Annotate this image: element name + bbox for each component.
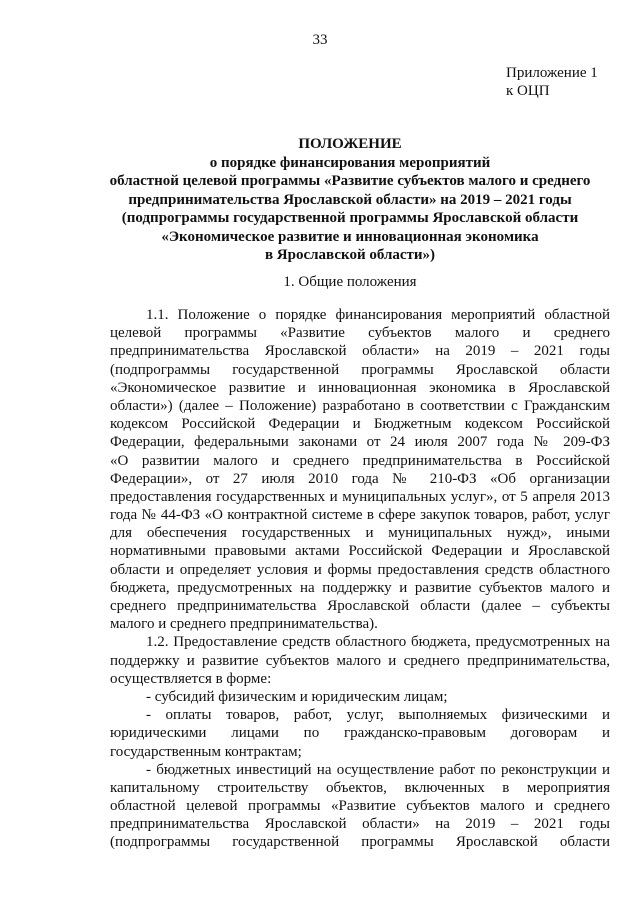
paragraph-1-2-line: осуществляется в форме: — [110, 670, 272, 687]
list-item-line: юридическими лицами по гражданско-правовым договорам и — [110, 725, 610, 742]
paragraph-1-1-line: года № 44-ФЗ «О контрактной системе в сфере закупок товаров, работ, услуг — [110, 507, 610, 524]
paragraph-1-1-line: бюджета, предусмотренных на поддержку и развитие субъектов малого и — [110, 579, 610, 596]
appendix-note — [506, 64, 598, 100]
section-heading: 1. Общие положения — [283, 274, 417, 290]
paragraph-1-1-line: предпринимательства Ярославской области» на 2019 – 2021 годы — [110, 343, 610, 360]
appendix-line-1: Приложение 1 — [506, 65, 598, 81]
appendix-line-2: к ОЦП — [506, 83, 550, 99]
body-text — [110, 306, 610, 852]
paragraph-1-1-line: области») (далее – Положение) разработано в соответствии с Гражданским — [110, 397, 610, 414]
paragraph-1-1-line: Федерации», от 27 июля 2010 года № 210-ФЗ «Об организации — [110, 470, 610, 487]
list-item-line: областной целевой программы «Развитие субъектов малого и среднего — [110, 798, 610, 815]
paragraph-1-1-line: Федерации, федеральными законами от 24 июля 2007 года № 209-ФЗ — [110, 434, 610, 451]
list-item-line: государственным контрактам; — [110, 743, 302, 760]
list-item-line: - бюджетных инвестиций на осуществление работ по реконструкции и — [146, 761, 610, 778]
paragraph-1-1-line: области и определяет условия и формы предоставления средств областного — [110, 561, 610, 578]
paragraph-1-2-line: поддержку и развитие субъектов малого и среднего предпринимательства, — [110, 652, 610, 669]
paragraph-1-1-line: «Экономическое развитие и инновационная экономика в Ярославской — [110, 379, 610, 396]
paragraph-1-1-line: для обеспечения государственных и муниципальных нужд», иными — [110, 525, 610, 542]
document-title — [90, 135, 610, 265]
paragraph-1-1-line: нормативными правовыми актами Российской Федерации и Ярославской — [110, 543, 610, 560]
title-line: ПОЛОЖЕНИЕ — [298, 136, 402, 152]
paragraph-1-1-line: малого и среднего предпринимательства). — [110, 616, 378, 633]
list-item-line: предпринимательства Ярославской области» на 2019 – 2021 годы — [110, 816, 610, 833]
title-line: (подпрограммы государственной программы Ярославской области — [121, 210, 579, 226]
list-item-line: - оплаты товаров, работ, услуг, выполняемых физическими и — [146, 707, 610, 724]
title-line: областной целевой программы «Развитие субъектов малого и среднего — [109, 173, 591, 189]
list-item-line: (подпрограммы государственной программы Ярославской области — [110, 834, 610, 851]
list-item-line: - субсидий физическим и юридическим лицам; — [146, 688, 448, 705]
paragraph-1-1-line: среднего предпринимательства Ярославской области (далее – субъекты — [110, 598, 610, 614]
title-line: в Ярославской области») — [264, 247, 436, 263]
paragraph-1-1-line: (подпрограммы государственной программы Ярославской области — [110, 361, 610, 378]
title-line: «Экономическое развитие и инновационная экономика — [161, 228, 539, 245]
paragraph-1-1-line: целевой программы «Развитие субъектов малого и среднего — [110, 325, 610, 342]
paragraph-1-1-line: кодексом Российской Федерации и Бюджетным кодексом Российской — [110, 416, 610, 433]
paragraph-1-1-line: 1.1. Положение о порядке финансирования мероприятий областной — [146, 307, 610, 323]
title-line: предпринимательства Ярославской области» на 2019 – 2021 годы — [128, 191, 572, 208]
page-number: 33 — [312, 32, 328, 48]
title-line: о порядке финансирования мероприятий — [209, 154, 491, 171]
paragraph-1-1-line: «О развитии малого и среднего предпринимательства в Российской — [110, 452, 610, 469]
paragraph-1-1-line: предоставления государственных и муниципальных услуг», от 5 апреля 2013 — [110, 488, 610, 505]
paragraph-1-2-line: 1.2. Предоставление средств областного бюджета, предусмотренных на — [146, 634, 610, 651]
list-item-line: капитальному строительству объектов, включенных в мероприятия — [110, 779, 610, 796]
